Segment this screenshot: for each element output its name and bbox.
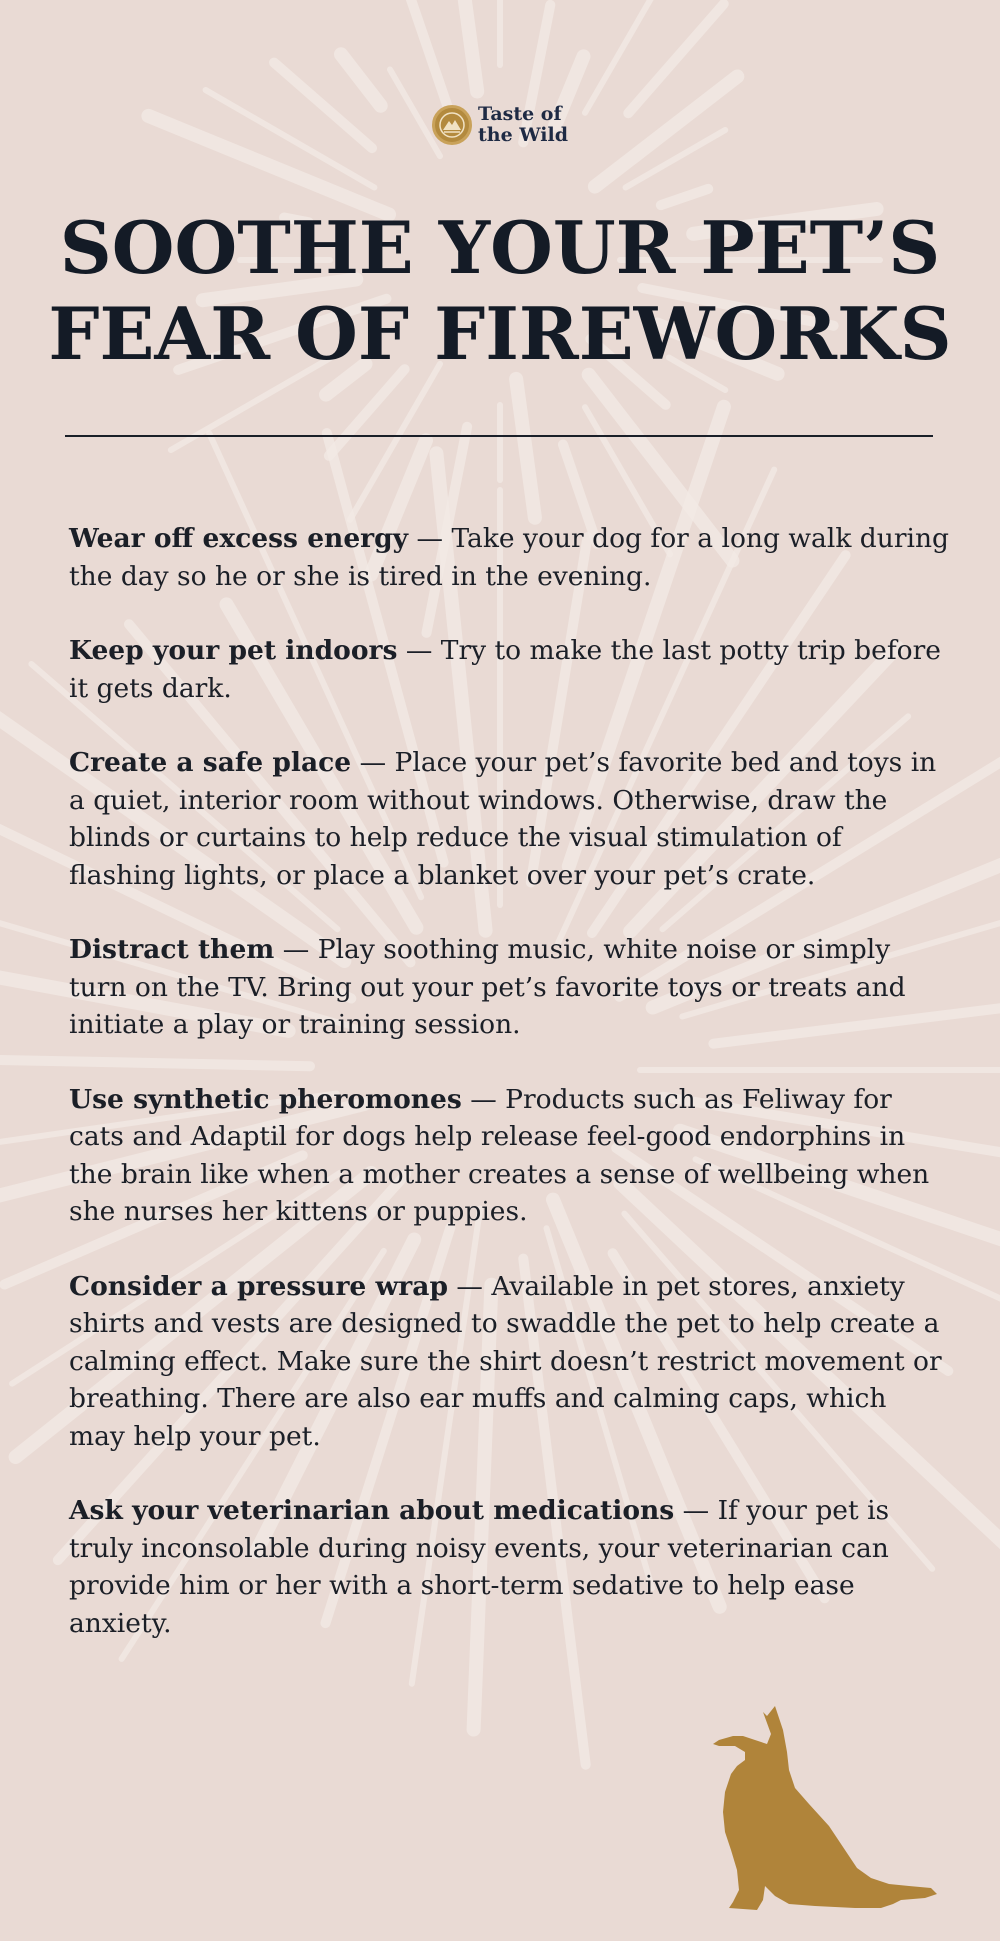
tip-separator: — xyxy=(274,934,318,965)
tip-separator: — xyxy=(408,523,452,554)
tip-heading: Wear off excess energy xyxy=(69,523,409,554)
page-title xyxy=(40,205,960,377)
tips-list xyxy=(69,520,949,1679)
sitting-dog-silhouette-icon xyxy=(705,1700,940,1915)
tip-text: Take your dog for a long walk during the day so he or she is tired in the evening. xyxy=(69,523,950,592)
tip-heading: Consider a pressure wrap xyxy=(69,1270,448,1302)
tip-separator: — xyxy=(397,635,441,666)
tip-text: Play soothing music, white noise or simply turn on the TV. Bring out your pet’s favorite toys or treats and initiate a play or training session. xyxy=(69,934,906,1040)
tip-item xyxy=(69,632,949,707)
tip-item xyxy=(69,744,949,894)
brand-logo xyxy=(432,104,588,146)
tip-heading: Distract them xyxy=(69,934,275,965)
tip-separator: — xyxy=(351,747,395,778)
tip-item xyxy=(69,1081,949,1231)
page-title-line1: SOOTHE YOUR PET’S xyxy=(59,205,941,290)
tip-separator: — xyxy=(447,1270,492,1302)
tip-heading: Use synthetic pheromones xyxy=(69,1083,462,1115)
tip-item xyxy=(69,1492,949,1642)
tip-separator: — xyxy=(674,1495,718,1526)
tip-item xyxy=(69,931,949,1044)
brand-name-line2: the Wild xyxy=(478,124,569,146)
brand-name xyxy=(478,104,588,146)
tip-text: Place your pet’s favorite bed and toys in a quiet, interior room without windows. Otherwise, draw the blinds or curtains to help reduce the visual stimulation of flashing lights, or place a blanket over your pet’s crate. xyxy=(69,747,937,891)
tip-text: If your pet is truly inconsolable during noisy events, your veterinarian can provide him or her with a short-term sedative to help ease anxiety. xyxy=(69,1495,890,1639)
mountain-badge-icon xyxy=(432,105,472,145)
tip-item xyxy=(69,1268,949,1456)
tip-text: Products such as Feliway for cats and Adaptil for dogs help release feel-good endorphins in the brain like when a mother creates a sense of wellbeing when she nurses her kittens or puppies. xyxy=(69,1083,930,1227)
tip-text: Available in pet stores, anxiety shirts and vests are designed to swaddle the pet to help create a calming effect. Make sure the shirt doesn’t restrict movement or breathing. There are also ear muffs and calming caps, which may help your pet. xyxy=(69,1270,942,1452)
tip-separator: — xyxy=(461,1083,506,1115)
title-divider xyxy=(65,435,933,437)
tip-heading: Create a safe place xyxy=(69,747,352,778)
tip-heading: Keep your pet indoors xyxy=(69,635,398,666)
brand-name-line1: Taste of xyxy=(478,103,562,125)
tip-heading: Ask your veterinarian about medications xyxy=(69,1495,675,1526)
page-title-line2: FEAR OF FIREWORKS xyxy=(48,291,952,376)
tip-item xyxy=(69,520,949,595)
tip-text: Try to make the last potty trip before it gets dark. xyxy=(69,635,941,704)
